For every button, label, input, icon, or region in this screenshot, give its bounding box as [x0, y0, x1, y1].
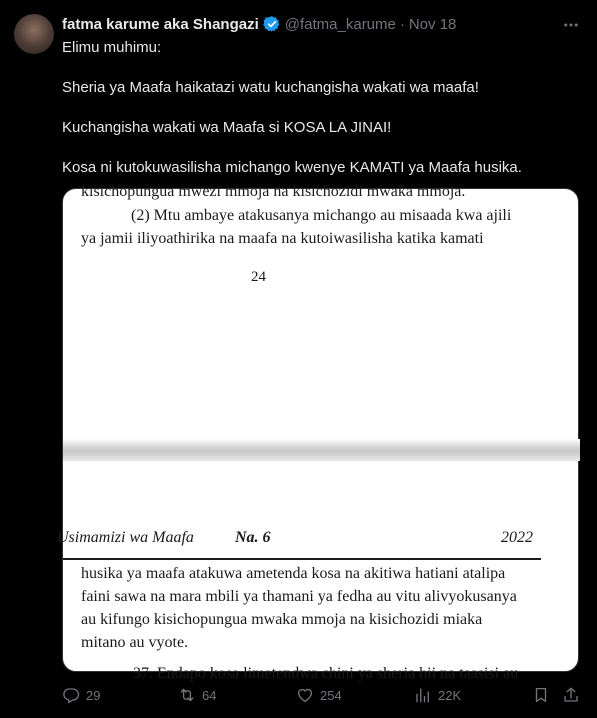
tweet-line: Kuchangisha wakati wa Maafa si KOSA LA JINAI!	[62, 119, 392, 136]
share-button[interactable]	[562, 684, 580, 706]
running-header-title: Usimamizi wa Maafa	[57, 529, 194, 546]
views-icon	[414, 686, 432, 704]
repost-icon	[178, 686, 196, 704]
running-header-number: Na. 6	[235, 529, 271, 546]
bookmark-icon	[532, 686, 550, 704]
separator-dot: ·	[399, 15, 405, 33]
like-button[interactable]	[296, 684, 342, 706]
document-line: ya jamii iliyoathirika na maafa na kutoiwasilisha katika kamati	[81, 230, 484, 247]
document-line: mitano au vyote.	[81, 634, 189, 651]
document-line: faini sawa na mara mbili ya thamani ya fedha au vitu alivyokusanya	[81, 588, 517, 605]
views-count: 22K	[438, 687, 462, 703]
reply-icon	[62, 686, 80, 704]
tweet-header	[62, 14, 456, 34]
page-break	[63, 439, 580, 461]
tweet-actions	[62, 684, 582, 706]
verified-badge-icon	[263, 15, 281, 33]
share-icon	[562, 686, 580, 704]
running-header-year: 2022	[501, 529, 533, 546]
document-line: au kifungo kisichopungua mwaka mmoja na kisichozidi miaka	[81, 611, 483, 628]
document-line: (2) Mtu ambaye atakusanya michango au misaada kwa ajili	[131, 207, 512, 224]
reply-button[interactable]	[62, 684, 100, 706]
tweet-line: Sheria ya Maafa haikatazi watu kuchangisha wakati wa maafa!	[62, 79, 479, 96]
tweet-line: Elimu muhimu:	[62, 39, 162, 56]
header-rule	[63, 558, 541, 560]
page-number: 24	[251, 269, 266, 285]
tweet-date[interactable]: Nov 18	[408, 15, 457, 33]
document-line: 37. Endapo kosa limetendwa chini ya sheria hii na taasisi au	[133, 665, 519, 682]
more-icon[interactable]	[560, 14, 582, 36]
views-button[interactable]	[414, 684, 461, 706]
tweet-text	[62, 38, 582, 178]
repost-button[interactable]	[178, 684, 216, 706]
document-line: kisichopungua mwezi mmoja na kisichozidi mwaka mmoja.	[81, 183, 466, 200]
like-count: 254	[320, 687, 342, 703]
document-line: husika ya maafa atakuwa ametenda kosa na akitiwa hatiani atalipa	[81, 565, 506, 582]
reply-count: 29	[86, 687, 101, 703]
tweet-image[interactable]	[57, 183, 579, 682]
avatar[interactable]	[14, 14, 54, 54]
author-name[interactable]: fatma karume aka Shangazi	[62, 15, 259, 33]
bookmark-button[interactable]	[532, 684, 550, 706]
author-handle[interactable]: @fatma_karume	[284, 15, 396, 33]
like-icon	[296, 686, 314, 704]
repost-count: 64	[202, 687, 217, 703]
tweet-line: Kosa ni kutokuwasilisha michango kwenye KAMATI ya Maafa husika.	[62, 159, 522, 176]
